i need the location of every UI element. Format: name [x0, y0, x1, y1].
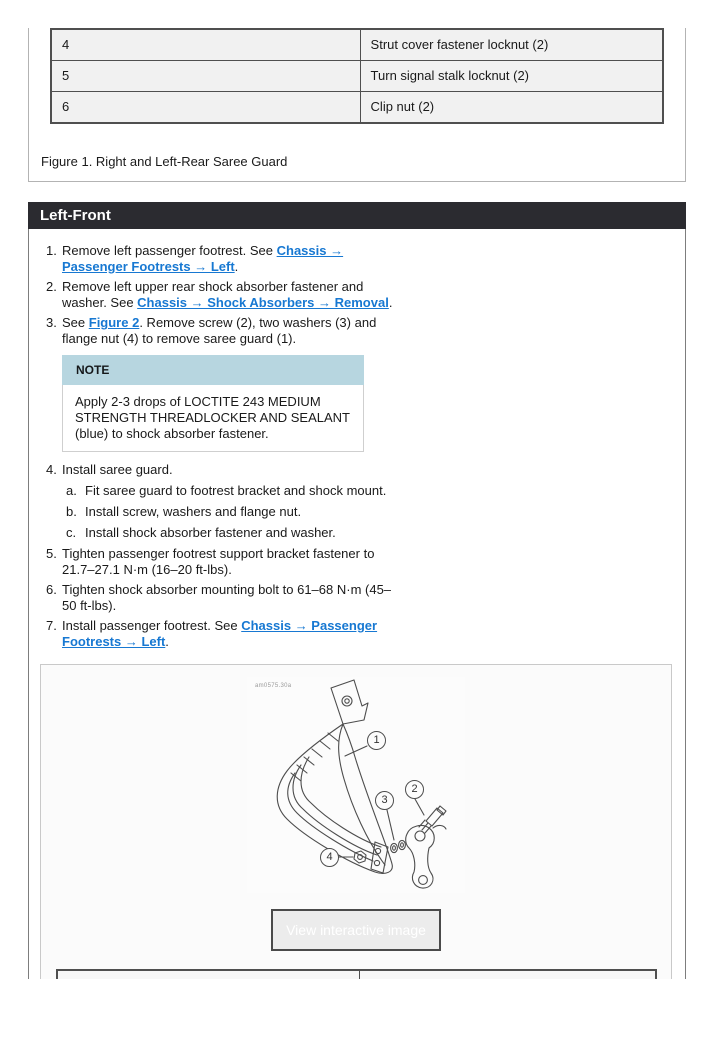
substep-item	[66, 504, 402, 520]
step-text-segment: .	[165, 634, 169, 649]
reference-link[interactable]: Figure 2	[88, 315, 140, 330]
note-box	[62, 355, 364, 452]
step-text	[62, 243, 343, 274]
table-cell-description: Clip nut (2)	[360, 92, 663, 124]
section-title: Left-Front	[40, 207, 111, 224]
substep-item	[66, 483, 402, 499]
step-number: 4.	[46, 462, 57, 477]
table-cell-description: Strut cover fastener locknut (2)	[360, 29, 663, 61]
step-text-segment: Install saree guard.	[62, 462, 173, 477]
step-text-segment: Tighten passenger footrest support bracket fastener to 21.7–27.1 N·m (16–20 ft-lbs).	[62, 546, 375, 577]
substep-text: Fit saree guard to footrest bracket and shock mount.	[85, 483, 387, 498]
step-text-segment: Install passenger footrest. See	[62, 618, 242, 633]
step-number: 7.	[46, 618, 57, 633]
step-item	[46, 582, 402, 614]
substep-item	[66, 525, 402, 541]
step-item	[46, 462, 402, 541]
view-interactive-image-button[interactable]: View interactive image	[271, 909, 441, 951]
step-text	[62, 315, 376, 346]
note-text: Apply 2-3 drops of LOCTITE 243 MEDIUM STRENGTH THREADLOCKER AND SEALANT (blue) to shock absorber fastener.	[62, 385, 364, 452]
step-text-segment: .	[234, 259, 239, 274]
substep-letter: b.	[66, 504, 77, 519]
table-row	[51, 92, 663, 124]
step-text	[62, 279, 392, 310]
step-text-segment: .	[388, 295, 393, 310]
figure1-container	[28, 28, 686, 182]
callout-1-badge: 1	[367, 731, 386, 750]
step-text	[62, 546, 374, 577]
step-item	[46, 315, 402, 452]
parts-table-body	[51, 29, 663, 123]
note-header: NOTE	[62, 355, 364, 385]
figure2-image	[247, 677, 465, 893]
table-cell-description: Turn signal stalk locknut (2)	[360, 61, 663, 92]
step-text	[62, 618, 377, 649]
step-item	[46, 618, 402, 650]
steps-list	[46, 243, 402, 650]
section-content-clip	[28, 229, 686, 979]
table-cell-number: 5	[51, 61, 360, 92]
reference-link[interactable]: Chassis → Passenger Footrests → Left	[62, 243, 344, 274]
table-cell-number: 4	[51, 29, 360, 61]
section-header	[28, 202, 686, 229]
step-item	[46, 243, 402, 275]
step-item	[46, 546, 402, 578]
step-text-segment: Remove left passenger footrest. See	[62, 243, 277, 258]
figure2-container	[40, 664, 672, 979]
step-text	[62, 582, 391, 613]
callout-2-badge: 2	[405, 780, 424, 799]
step-text	[62, 462, 173, 477]
section-content	[28, 229, 686, 979]
step-text-segment: Tighten shock absorber mounting bolt to 61–68 N·m (45–50 ft-lbs).	[62, 582, 392, 613]
diagram-watermark: am0575.30a	[255, 683, 292, 689]
step-number: 5.	[46, 546, 57, 561]
partial-table-divider	[359, 971, 360, 979]
table-cell-number: 6	[51, 92, 360, 124]
figure2-parts-table-partial	[56, 969, 657, 979]
callout-4-badge: 4	[320, 848, 339, 867]
step-number: 6.	[46, 582, 57, 597]
substep-letter: c.	[66, 525, 77, 540]
parts-table	[50, 28, 664, 124]
figure1-caption: Figure 1. Right and Left-Rear Saree Guard	[41, 154, 288, 169]
step-item	[46, 279, 402, 311]
substep-text: Install shock absorber fastener and washer.	[85, 525, 336, 540]
table-row	[51, 29, 663, 61]
step-number: 1.	[46, 243, 57, 258]
step-text-segment: . Remove screw (2), two washers (3) and flange nut (4) to remove saree guard (1).	[62, 315, 377, 346]
table-row	[51, 61, 663, 92]
substeps-list	[66, 483, 402, 541]
saree-guard-diagram	[247, 677, 465, 893]
step-number: 2.	[46, 279, 57, 294]
callout-3-badge: 3	[375, 791, 394, 810]
figure1-table-wrap	[29, 28, 685, 124]
step-text-segment: See	[62, 315, 89, 330]
reference-link[interactable]: Chassis → Shock Absorbers → Removal	[137, 295, 389, 310]
step-text-segment: Remove left upper rear shock absorber fastener and washer. See	[62, 279, 364, 310]
substep-letter: a.	[66, 483, 77, 498]
step-number: 3.	[46, 315, 57, 330]
reference-link[interactable]: Chassis → Passenger Footrests → Left	[62, 618, 378, 649]
substep-text: Install screw, washers and flange nut.	[85, 504, 302, 519]
